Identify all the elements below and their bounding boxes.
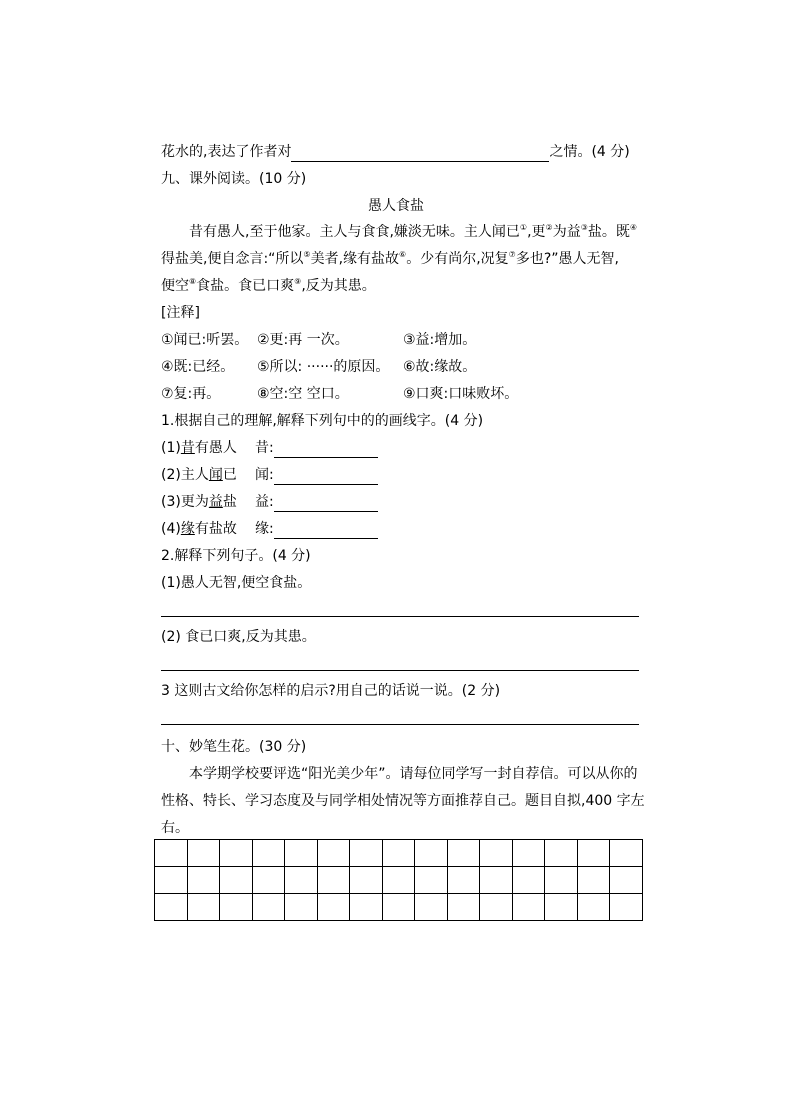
notes-row-2: ④既:已经。 ⑤所以: ······的原因。 ⑥故:缘故。	[161, 359, 477, 375]
writing-prompt-line-2: 性格、特长、学习态度及与同学相处情况等方面推荐自己。题目自拟,400 字左	[161, 793, 645, 809]
writing-grid-cell[interactable]	[317, 840, 350, 867]
question-2-label: 2.解释下列句子。(4 分)	[161, 548, 311, 564]
writing-grid-cell[interactable]	[545, 894, 578, 921]
passage-title: 愚人食盐	[368, 198, 424, 214]
answer-blank[interactable]	[274, 468, 378, 485]
writing-grid-cell[interactable]	[512, 894, 545, 921]
answer-line[interactable]	[161, 724, 639, 725]
writing-grid-cell[interactable]	[512, 840, 545, 867]
writing-grid-cell[interactable]	[545, 840, 578, 867]
fill-in-line-feeling	[161, 142, 630, 162]
writing-grid-cell[interactable]	[285, 894, 318, 921]
writing-grid-cell[interactable]	[577, 894, 610, 921]
notes-row-3: ⑦复:再。 ⑧空:空 空口。 ⑨口爽:口味败坏。	[161, 386, 519, 402]
writing-grid-row	[155, 894, 643, 921]
writing-grid-cell[interactable]	[187, 894, 220, 921]
writing-prompt-line-3: 右。	[161, 820, 189, 836]
writing-grid-cell[interactable]	[382, 840, 415, 867]
writing-grid-cell[interactable]	[285, 867, 318, 894]
answer-line[interactable]	[161, 616, 639, 617]
notes-row-1: ①闻已:听罢。 ②更:再 一次。 ③益:增加。	[161, 332, 477, 348]
writing-prompt-line-1: 本学期学校要评选“阳光美少年”。请每位同学写一封自荐信。可以从你的	[189, 766, 638, 782]
writing-grid-cell[interactable]	[480, 867, 513, 894]
writing-grid-cell[interactable]	[252, 840, 285, 867]
answer-blank[interactable]	[291, 145, 549, 162]
passage-line-2: 得盐美,便自念言:“所以⑤美者,缘有盐故⑥。少有尚尔,况复⑦多也?”愚人无智,	[161, 250, 619, 267]
writing-grid-cell[interactable]	[447, 894, 480, 921]
writing-grid-cell[interactable]	[415, 894, 448, 921]
writing-grid-cell[interactable]	[285, 840, 318, 867]
writing-grid-cell[interactable]	[415, 867, 448, 894]
question-2-sentence-2: (2) 食已口爽,反为其患。	[161, 629, 316, 645]
question-1-item-4: (4)缘有盐故 缘:	[161, 519, 378, 539]
writing-grid-row	[155, 867, 643, 894]
writing-grid-cell[interactable]	[610, 840, 643, 867]
passage-line-1: 昔有愚人,至于他家。主人与食食,嫌淡无味。主人闻已①,更②为益③盐。既④	[189, 223, 638, 240]
question-1-item-1: (1)昔有愚人 昔:	[161, 438, 378, 458]
question-2-sentence-1: (1)愚人无智,便空食盐。	[161, 575, 312, 591]
writing-grid-cell[interactable]	[155, 867, 188, 894]
line-suffix: 之情。(4 分)	[549, 144, 630, 160]
writing-grid-cell[interactable]	[155, 894, 188, 921]
writing-grid-cell[interactable]	[220, 894, 253, 921]
writing-grid-cell[interactable]	[350, 840, 383, 867]
writing-grid-cell[interactable]	[382, 867, 415, 894]
question-1-label: 1.根据自己的理解,解释下列句中的的画线字。(4 分)	[161, 413, 484, 429]
writing-grid-cell[interactable]	[610, 867, 643, 894]
question-3-label: 3 这则古文给你怎样的启示?用自己的话说一说。(2 分)	[161, 683, 501, 699]
writing-grid-row	[155, 840, 643, 867]
notes-label: [注释]	[161, 305, 200, 321]
writing-grid-cell[interactable]	[447, 867, 480, 894]
section-10-heading: 十、妙笔生花。(30 分)	[161, 739, 307, 755]
writing-grid[interactable]	[154, 839, 643, 921]
writing-grid-cell[interactable]	[187, 867, 220, 894]
answer-blank[interactable]	[274, 495, 378, 512]
writing-grid-cell[interactable]	[480, 840, 513, 867]
writing-grid-cell[interactable]	[545, 867, 578, 894]
writing-grid-cell[interactable]	[220, 840, 253, 867]
writing-grid-cell[interactable]	[447, 840, 480, 867]
writing-grid-cell[interactable]	[577, 867, 610, 894]
writing-grid-cell[interactable]	[415, 840, 448, 867]
writing-grid-cell[interactable]	[350, 867, 383, 894]
line-prefix: 花水的,表达了作者对	[161, 144, 292, 160]
writing-grid-cell[interactable]	[317, 894, 350, 921]
writing-grid-cell[interactable]	[252, 894, 285, 921]
writing-grid-cell[interactable]	[155, 840, 188, 867]
answer-blank[interactable]	[274, 441, 378, 458]
writing-grid-cell[interactable]	[317, 867, 350, 894]
question-1-item-2: (2)主人闻已 闻:	[161, 465, 378, 485]
writing-grid-cell[interactable]	[252, 867, 285, 894]
writing-grid-cell[interactable]	[220, 867, 253, 894]
writing-grid-cell[interactable]	[350, 894, 383, 921]
section-9-heading: 九、课外阅读。(10 分)	[161, 171, 307, 187]
writing-grid-cell[interactable]	[382, 894, 415, 921]
writing-grid-cell[interactable]	[480, 894, 513, 921]
answer-blank[interactable]	[274, 522, 378, 539]
passage-line-3: 便空⑧食盐。食已口爽⑨,反为其患。	[161, 277, 376, 294]
writing-grid-cell[interactable]	[577, 840, 610, 867]
writing-grid-cell[interactable]	[610, 894, 643, 921]
writing-grid-cell[interactable]	[187, 840, 220, 867]
question-1-item-3: (3)更为益盐 益:	[161, 492, 378, 512]
answer-line[interactable]	[161, 670, 639, 671]
writing-grid-cell[interactable]	[512, 867, 545, 894]
